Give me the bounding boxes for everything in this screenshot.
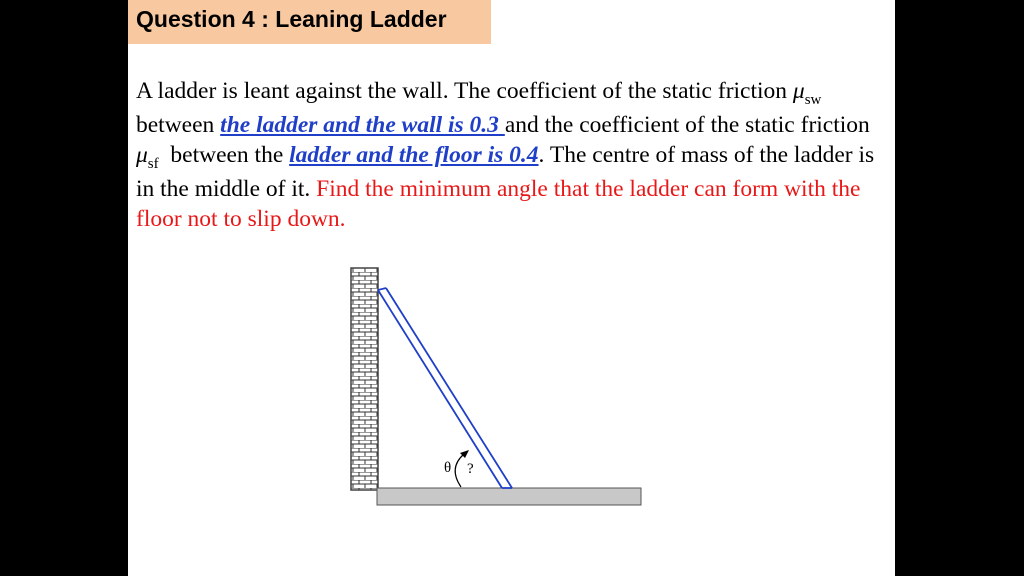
problem-text-4: between the bbox=[158, 142, 290, 168]
slide bbox=[128, 0, 895, 576]
problem-text-1: A ladder is leant against the wall. The coefficient of the static friction bbox=[136, 78, 793, 104]
unknown-angle-label: ? bbox=[467, 461, 474, 477]
mu-subscript-wall: sw bbox=[804, 92, 822, 108]
floor bbox=[377, 488, 641, 505]
given-wall-friction: the ladder and the wall is 0.3 bbox=[220, 111, 505, 138]
ladder bbox=[378, 288, 512, 488]
question-ask: Find the minimum angle that the ladder can form with the floor not to slip down. bbox=[136, 175, 861, 232]
mu-subscript-floor: sf bbox=[147, 156, 159, 172]
problem-text-3: and the coefficient of the static friction bbox=[504, 111, 870, 138]
angle-arc bbox=[455, 454, 464, 487]
theta-label: θ bbox=[444, 460, 452, 476]
mu-symbol-floor: μ bbox=[136, 142, 148, 168]
brick-wall bbox=[351, 268, 378, 490]
mu-symbol-wall: μ bbox=[792, 78, 805, 104]
given-floor-friction: ladder and the floor is 0.4 bbox=[289, 142, 539, 168]
ladder-diagram bbox=[128, 0, 895, 576]
problem-text-5: . The centre of mass of the ladder is in the middle of it. bbox=[136, 142, 875, 202]
problem-text-2: between bbox=[136, 111, 221, 138]
slide-title: Question 4 : Leaning Ladder bbox=[136, 6, 447, 32]
